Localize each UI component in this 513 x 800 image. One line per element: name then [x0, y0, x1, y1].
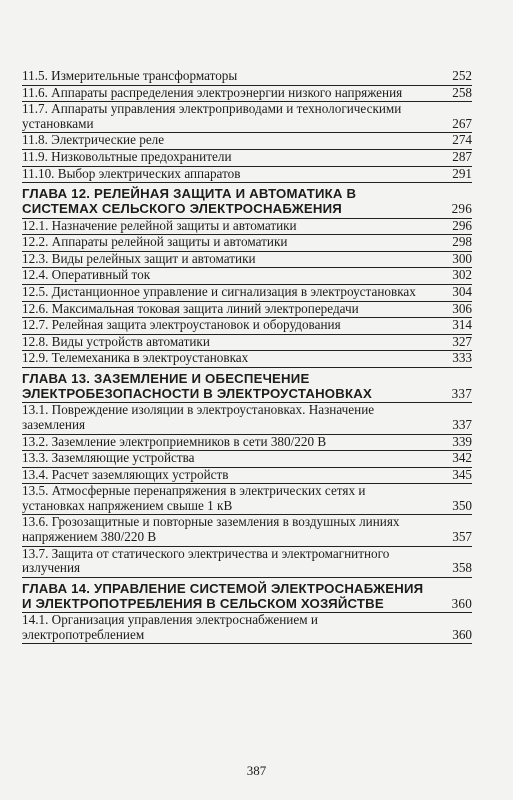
toc-entry-title: 13.6. Грозозащитные и повторные заземления в воздушных линиях напряжением 380/220 В — [22, 514, 400, 545]
toc-entry-title: 12.4. Оперативный ток — [22, 267, 151, 283]
toc-entry-page: 274 — [452, 132, 472, 148]
toc-entry-title: 12.8. Виды устройств автоматики — [22, 333, 210, 349]
toc-entry-13-3 — [22, 451, 472, 468]
toc-entry-page: 339 — [452, 433, 472, 449]
toc-entry-page: 296 — [452, 217, 472, 233]
toc-entry-13-1 — [22, 403, 472, 434]
toc-entry-page: 252 — [452, 68, 472, 83]
toc-entry-12-2 — [22, 235, 472, 252]
toc-entry-page: 357 — [452, 529, 472, 545]
toc-entry-title: 14.1. Организация управления электроснабжением и электропотреблением — [22, 612, 318, 642]
toc-entry-title: 11.10. Выбор электрических аппаратов — [22, 165, 241, 181]
toc-entry-title: 13.5. Атмосферные перенапряжения в электрических сетях и установках напряжением свыше 1 кВ — [22, 483, 366, 513]
toc-entry-12-3 — [22, 252, 472, 269]
toc-entry-title: 13.3. Заземляющие устройства — [22, 450, 195, 466]
toc-entry-title: 11.5. Измерительные трансформаторы — [22, 68, 238, 83]
toc-entry-page: 333 — [452, 350, 472, 366]
toc-entry-page: 304 — [452, 283, 472, 299]
toc-entry-11-8 — [22, 133, 472, 150]
toc-entry-title: 11.8. Электрические реле — [22, 132, 165, 148]
toc-chapter-title: ГЛАВА 12. РЕЛЕЙНАЯ ЗАЩИТА И АВТОМАТИКА В СИСТЕМАХ СЕЛЬСКОГО ЭЛЕКТРОСНАБЖЕНИЯ — [22, 186, 357, 217]
toc-entry-title: 11.7. Аппараты управления электроприводами и технологическими установками — [22, 101, 402, 131]
toc-entry-page: 350 — [452, 497, 472, 513]
toc-entry-page: 302 — [452, 267, 472, 283]
table-of-contents — [22, 69, 472, 644]
toc-chapter-page: 337 — [451, 386, 472, 402]
toc-entry-12-6 — [22, 302, 472, 319]
toc-chapter-14 — [22, 581, 472, 613]
toc-entry-12-4 — [22, 268, 472, 285]
toc-entry-13-6 — [22, 515, 472, 546]
toc-entry-11-5 — [22, 69, 472, 86]
toc-chapter-12 — [22, 186, 472, 218]
toc-entry-page: 327 — [452, 333, 472, 349]
toc-entry-13-5 — [22, 484, 472, 515]
toc-entry-title: 12.7. Релейная защита электроустановок и оборудования — [22, 317, 341, 333]
toc-entry-title: 12.1. Назначение релейной защиты и автоматики — [22, 217, 297, 233]
toc-entry-13-4 — [22, 468, 472, 485]
toc-entry-12-1 — [22, 219, 472, 236]
toc-entry-title: 13.4. Расчет заземляющих устройств — [22, 466, 229, 482]
toc-entry-11-9 — [22, 150, 472, 167]
toc-entry-12-5 — [22, 285, 472, 302]
toc-entry-13-2 — [22, 435, 472, 452]
toc-entry-11-10 — [22, 167, 472, 184]
toc-chapter-page: 296 — [451, 201, 472, 217]
toc-entry-page: 291 — [452, 165, 472, 181]
toc-entry-page: 306 — [452, 300, 472, 316]
toc-entry-title: 13.7. Защита от статического электричества и электромагнитного излучения — [22, 545, 390, 576]
toc-entry-page: 298 — [452, 234, 472, 250]
toc-entry-page: 345 — [452, 466, 472, 482]
toc-entry-title: 11.6. Аппараты распределения электроэнергии низкого напряжения — [22, 84, 403, 100]
toc-entry-title: 11.9. Низковольтные предохранители — [22, 148, 232, 164]
toc-entry-title: 12.6. Максимальная токовая защита линий электропередачи — [22, 300, 359, 316]
toc-entry-page: 258 — [452, 84, 472, 100]
toc-entry-14-1 — [22, 613, 472, 644]
toc-entry-13-7 — [22, 547, 472, 578]
toc-entry-page: 358 — [452, 560, 472, 576]
toc-entry-page: 360 — [452, 626, 472, 642]
toc-chapter-title: ГЛАВА 14. УПРАВЛЕНИЕ СИСТЕМОЙ ЭЛЕКТРОСНАБЖЕНИЯ И ЭЛЕКТРОПОТРЕБЛЕНИЯ В СЕЛЬСКОМ ХОЗЯЙСТВЕ — [22, 580, 424, 612]
toc-entry-12-7 — [22, 318, 472, 335]
toc-entry-title: 12.2. Аппараты релейной защиты и автоматики — [22, 234, 288, 250]
toc-entry-title: 12.9. Телемеханика в электроустановках — [22, 350, 249, 366]
toc-entry-12-8 — [22, 335, 472, 352]
toc-entry-title: 13.2. Заземление электроприемников в сети 380/220 В — [22, 433, 327, 449]
toc-chapter-13 — [22, 371, 472, 403]
toc-entry-page: 300 — [452, 250, 472, 266]
toc-entry-11-7 — [22, 102, 472, 133]
toc-entry-title: 12.3. Виды релейных защит и автоматики — [22, 250, 256, 266]
toc-entry-page: 287 — [452, 148, 472, 164]
toc-entry-12-9 — [22, 351, 472, 368]
toc-chapter-page: 360 — [451, 596, 472, 612]
toc-entry-page: 342 — [452, 450, 472, 466]
toc-entry-title: 13.1. Повреждение изоляции в электроустановках. Назначение заземления — [22, 402, 375, 432]
page-number: 387 — [246, 763, 267, 778]
toc-entry-page: 267 — [452, 115, 472, 131]
toc-chapter-title: ГЛАВА 13. ЗАЗЕМЛЕНИЕ И ОБЕСПЕЧЕНИЕ ЭЛЕКТРОБЕЗОПАСНОСТИ В ЭЛЕКТРОУСТАНОВКАХ — [22, 370, 372, 402]
toc-entry-11-6 — [22, 86, 472, 103]
toc-entry-page: 337 — [452, 416, 472, 432]
toc-entry-title: 12.5. Дистанционное управление и сигнализация в электроустановках — [22, 283, 416, 299]
toc-entry-page: 314 — [452, 317, 472, 333]
